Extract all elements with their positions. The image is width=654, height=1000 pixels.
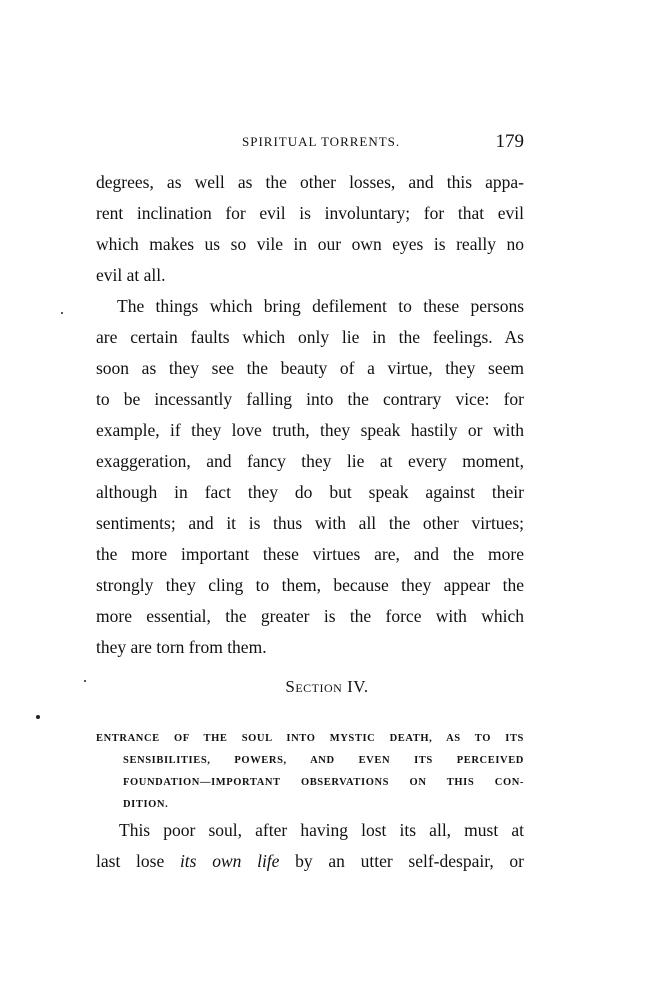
text-line: the more important these virtues are, and the more xyxy=(96,544,524,564)
text-line: to be incessantly falling into the contrary vice: for xyxy=(96,389,524,409)
summary-line: DITION. xyxy=(123,799,169,810)
text-line: soon as they see the beauty of a virtue, they seem xyxy=(96,358,524,378)
text-span: by an utter self-despair, or xyxy=(295,851,524,871)
text-line: degrees, as well as the other losses, and this appa- xyxy=(96,172,524,192)
running-title: SPIRITUAL TORRENTS. xyxy=(242,134,401,149)
page-header xyxy=(96,131,524,151)
text-line: This poor soul, after having lost its all, must at xyxy=(119,820,524,840)
scan-speck xyxy=(61,312,63,314)
summary-line: FOUNDATION—IMPORTANT OBSERVATIONS ON THIS CON- xyxy=(123,777,524,788)
section-title: Section IV. xyxy=(285,677,369,696)
summary-line: SENSIBILITIES, POWERS, AND EVEN ITS PERCEIVED xyxy=(123,755,524,766)
text-line: evil at all. xyxy=(96,265,166,285)
scan-speck xyxy=(84,680,86,682)
text-line: example, if they love truth, they speak hastily or with xyxy=(96,420,524,440)
summary-line: ENTRANCE OF THE SOUL INTO MYSTIC DEATH, AS TO ITS xyxy=(96,733,524,744)
text-line: more essential, the greater is the force with which xyxy=(96,606,524,626)
italic-phrase: its own life xyxy=(179,851,280,871)
text-line: exaggeration, and fancy they lie at every moment, xyxy=(96,451,524,471)
text-line: rent inclination for evil is involuntary; for that evil xyxy=(96,203,524,223)
text-line: which makes us so vile in our own eyes is really no xyxy=(96,234,524,254)
text-line xyxy=(96,851,524,873)
text-span: last lose xyxy=(96,851,165,871)
text-line: strongly they cling to them, because they appear the xyxy=(96,575,524,595)
text-line: although in fact they do but speak against their xyxy=(96,482,524,502)
text-line: sentiments; and it is thus with all the other virtues; xyxy=(96,513,524,533)
text-line: they are torn from them. xyxy=(96,637,267,657)
page-number: 179 xyxy=(495,131,524,152)
scan-speck xyxy=(36,715,40,719)
text-line: are certain faults which only lie in the feelings. As xyxy=(96,327,524,347)
text-line: The things which bring defilement to these persons xyxy=(117,296,524,316)
